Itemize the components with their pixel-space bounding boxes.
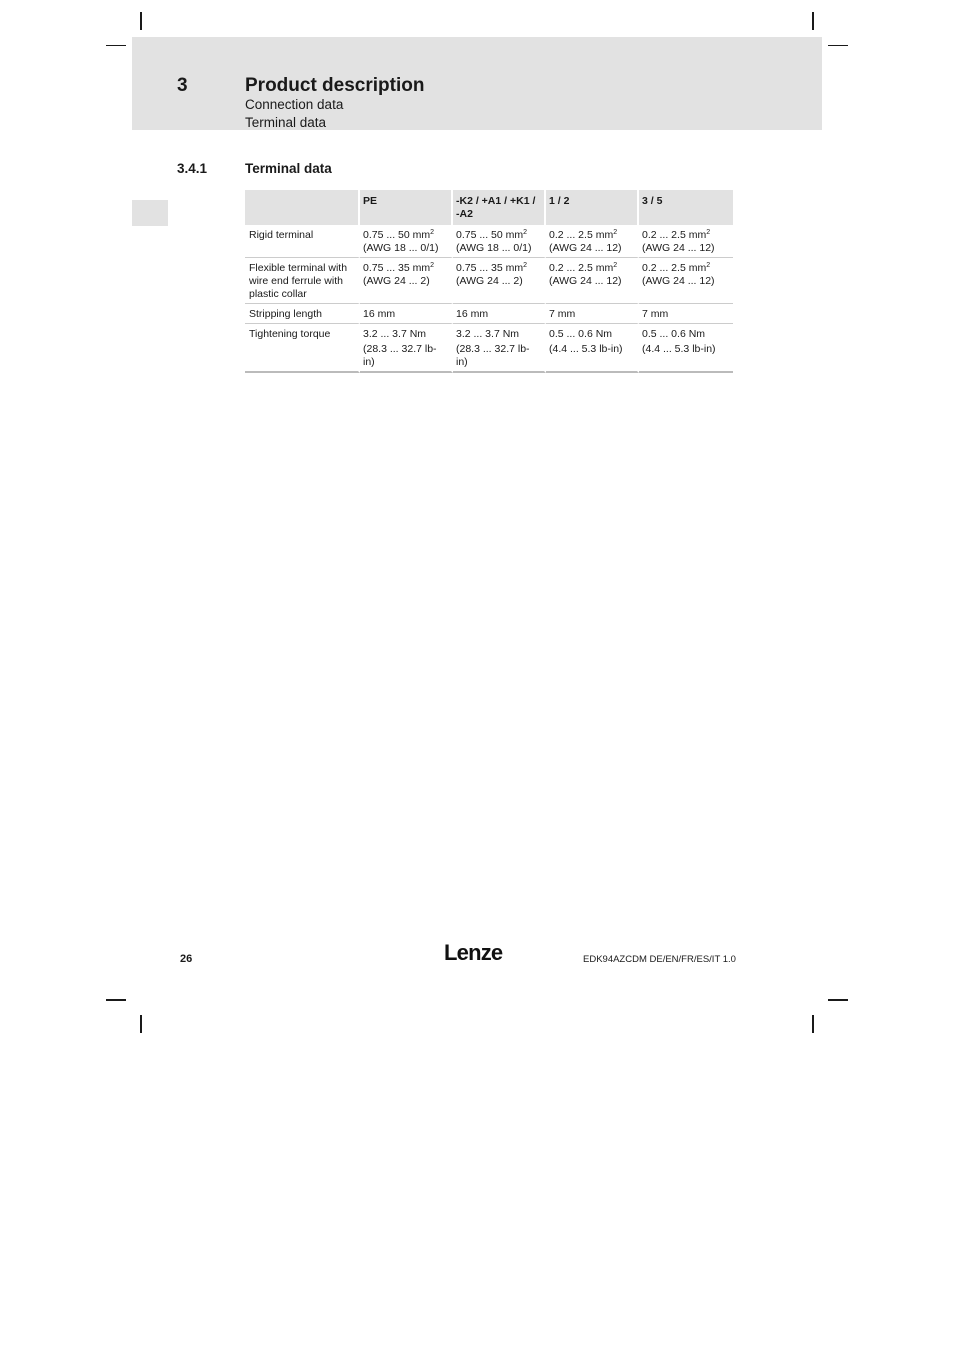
crop-mark xyxy=(828,999,848,1001)
crop-mark xyxy=(106,45,126,46)
table-row xyxy=(245,225,733,258)
side-tab-marker xyxy=(132,200,168,226)
table-cell: 0.2 ... 2.5 $mm^2$ (AWG 24 ... 12) xyxy=(546,258,639,304)
column-header-3-5: 3 / 5 xyxy=(639,190,733,225)
crop-mark xyxy=(106,999,126,1001)
terminal-data-table xyxy=(245,190,733,373)
header-band xyxy=(132,37,822,130)
table-header-row xyxy=(245,190,733,225)
page-number: 26 xyxy=(180,953,193,965)
crop-mark xyxy=(812,12,814,30)
table-cell: 0.75 ... 35 $mm^2$ (AWG 24 ... 2) xyxy=(453,258,546,304)
lenze-logo: Lenze xyxy=(444,940,503,965)
row-label: Flexible terminal with wire end ferrule with plastic collar xyxy=(245,258,360,304)
table-cell: 0.75 ... 50 $mm^2$ (AWG 18 ... 0/1) xyxy=(453,225,546,258)
crop-mark xyxy=(812,1015,814,1033)
table-cell: 0.75 ... 35 $mm^2$ (AWG 24 ... 2) xyxy=(360,258,453,304)
table-cell: 3.2 ... 3.7 Nm (28.3 ... 32.7 lb-in) xyxy=(360,324,453,373)
table-cell: 0.5 ... 0.6 Nm (4.4 ... 5.3 lb-in) xyxy=(546,324,639,373)
table-cell: 3.2 ... 3.7 Nm (28.3 ... 32.7 lb-in) xyxy=(453,324,546,373)
header-subtitle-terminal: Terminal data xyxy=(245,115,327,130)
header-subtitle-connection: Connection data xyxy=(245,97,344,112)
table-cell: 0.5 ... 0.6 Nm (4.4 ... 5.3 lb-in) xyxy=(639,324,733,373)
crop-mark xyxy=(140,12,142,30)
table-row xyxy=(245,258,733,304)
table-cell: 0.2 ... 2.5 $mm^2$ (AWG 24 ... 12) xyxy=(546,225,639,258)
table-cell: 7 mm xyxy=(639,304,733,324)
column-header-1-2: 1 / 2 xyxy=(546,190,639,225)
section-number: 3.4.1 xyxy=(177,161,208,176)
table-row xyxy=(245,324,733,373)
column-header-blank xyxy=(245,190,360,225)
chapter-number: 3 xyxy=(177,75,188,96)
table-cell: 0.2 ... 2.5 $mm^2$ (AWG 24 ... 12) xyxy=(639,225,733,258)
table-row xyxy=(245,304,733,324)
column-header-pe: PE xyxy=(360,190,453,225)
crop-mark xyxy=(140,1015,142,1033)
document-id: EDK94AZCDM DE/EN/FR/ES/IT 1.0 xyxy=(583,954,736,965)
row-label: Tightening torque xyxy=(245,324,360,373)
column-header-k2-a1-k1-a2: -K2 / +A1 / +K1 / -A2 xyxy=(453,190,546,225)
section-title: Terminal data xyxy=(245,161,332,176)
row-label: Stripping length xyxy=(245,304,360,324)
row-label: Rigid terminal xyxy=(245,225,360,258)
table-cell: 7 mm xyxy=(546,304,639,324)
table-cell: 16 mm xyxy=(360,304,453,324)
table-cell: 16 mm xyxy=(453,304,546,324)
table-cell: 0.75 ... 50 $mm^2$ (AWG 18 ... 0/1) xyxy=(360,225,453,258)
table-cell: 0.2 ... 2.5 $mm^2$ (AWG 24 ... 12) xyxy=(639,258,733,304)
chapter-title: Product description xyxy=(245,75,425,96)
crop-mark xyxy=(828,45,848,46)
